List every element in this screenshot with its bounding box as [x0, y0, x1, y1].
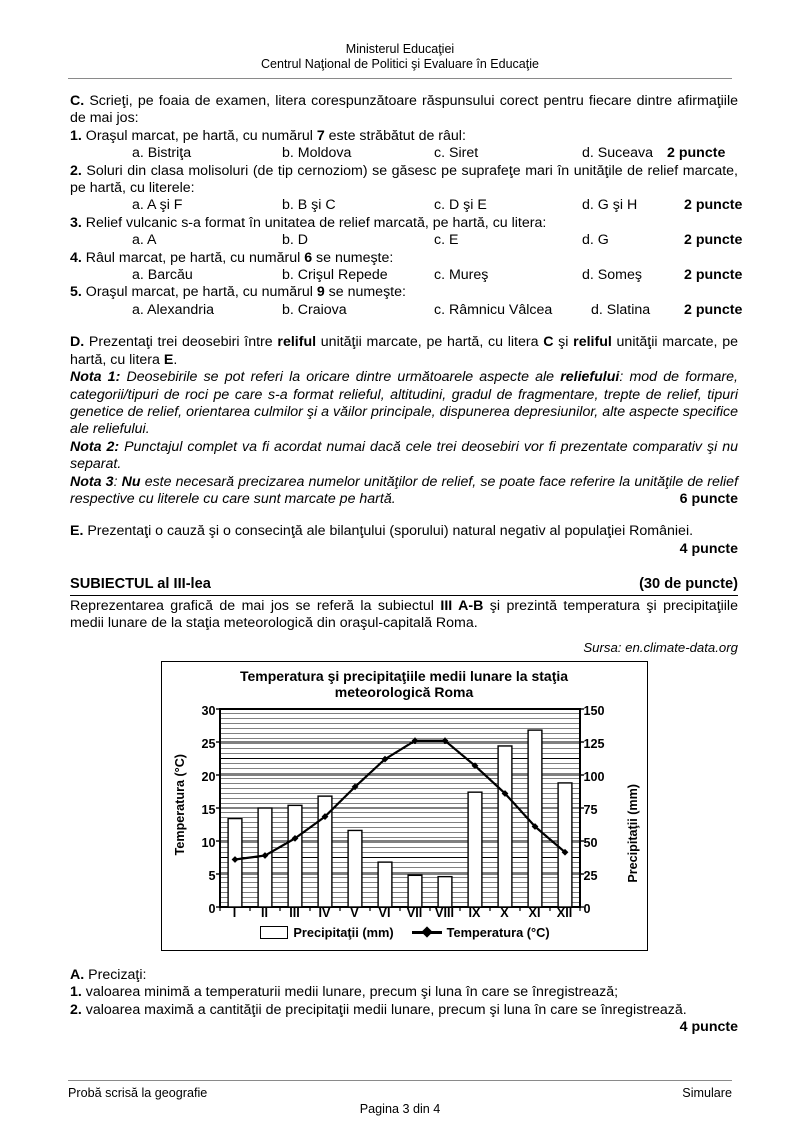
question-3-points: 2 puncte — [684, 232, 743, 249]
section-a-item-1 — [70, 984, 738, 1001]
chart-plot-area — [162, 662, 649, 952]
section-a-item-2-number: 2. — [70, 1001, 82, 1018]
legend-label-precipitation: Precipitaţii (mm) — [293, 924, 394, 940]
question-2-option-c[interactable]: c. D şi E — [434, 197, 487, 214]
chart-x-label-XI: XI — [528, 905, 541, 920]
footer-left: Probă scrisă la geografie — [68, 1086, 208, 1100]
nota-3-text-a: : — [113, 473, 122, 490]
section-a-points-row — [70, 1019, 738, 1036]
section-a-label-text: Precizaţi: — [84, 966, 147, 983]
question-5-option-a[interactable]: a. Alexandria — [132, 301, 215, 318]
question-1-text-b: este străbătut de râul: — [324, 127, 466, 144]
chart-x-label-VII: VII — [406, 905, 423, 920]
question-2-text-a: Soluri din clasa molisoluri (de tip cernoziom) se găsesc pe suprafeţe mari în unităţile de relief marcate, pe hartă, cu literele: — [70, 162, 738, 197]
question-1-points: 2 puncte — [667, 145, 726, 162]
section-a-label: A. — [70, 966, 85, 983]
question-1-highlight: 7 — [316, 127, 325, 144]
section-d-nota-3 — [70, 474, 738, 509]
question-5-number: 5. — [70, 284, 82, 301]
question-1-number: 1. — [70, 127, 82, 144]
question-3-options — [70, 232, 743, 249]
question-5-points: 2 puncte — [684, 301, 743, 318]
section-d-points: 6 puncte — [679, 490, 738, 507]
section-c-intro — [70, 93, 738, 128]
section-d-bold-3: reliful — [573, 334, 612, 351]
footer-right: Simulare — [682, 1086, 732, 1100]
subject-3-intro-b: şi prezintă temperatura şi precipitaţiile medii lunare de la staţia meteorologică din oraşul-capitală Roma. — [70, 597, 738, 631]
section-d-statement — [70, 334, 738, 369]
line-marker-icon — [412, 926, 442, 938]
question-4-stem — [70, 250, 738, 267]
chart-x-label-IV: IV — [318, 905, 331, 920]
section-d-label: D. — [70, 334, 85, 351]
ytick-right-75: 75 — [583, 802, 598, 817]
question-2-option-d[interactable]: d. G şi H — [582, 197, 638, 214]
ytick-left-10: 10 — [201, 835, 216, 850]
climate-chart — [161, 661, 648, 951]
question-4-number: 4. — [70, 249, 82, 266]
header-ministry: Ministerul Educaţiei — [345, 42, 455, 56]
chart-y-axis-right-label: Precipitaţii (mm) — [626, 783, 641, 883]
nota-3-text-b: este necesară precizarea numelor unităţilor de relief, se poate face referire la unităţile de relief respective cu literele cu care sunt marcate pe hartă. — [70, 473, 739, 507]
nota-1-bold: reliefului — [560, 369, 620, 386]
chart-legend — [162, 924, 649, 941]
ytick-left-5: 5 — [208, 868, 216, 883]
section-a-item-2-text: valoarea maximă a cantităţii de precipitaţii medii lunare, precum şi luna în care se înregistrează. — [81, 1001, 687, 1018]
chart-x-label-I: I — [232, 905, 237, 920]
question-3-stem — [70, 215, 738, 232]
section-e-statement — [70, 523, 738, 540]
ytick-right-150: 150 — [583, 703, 605, 718]
ytick-right-0: 0 — [583, 901, 591, 916]
chart-x-label-V: V — [350, 905, 359, 920]
nota-1-label: Nota 1: — [70, 369, 121, 386]
ytick-right-100: 100 — [583, 769, 605, 784]
section-e-text: Prezentaţi o cauză şi o consecinţă ale bilanţului (sporului) natural negativ al populaţiei României. — [83, 523, 694, 540]
question-3-option-b[interactable]: b. D — [282, 232, 309, 249]
footer-row — [0, 1086, 800, 1100]
ytick-left-0: 0 — [208, 901, 216, 916]
question-2-options — [70, 197, 743, 214]
section-d-text-2: unităţii marcate, pe hartă, cu litera — [316, 334, 544, 351]
question-1-option-c[interactable]: c. Siret — [434, 145, 479, 162]
section-c-intro-text: Scrieţi, pe foaia de examen, litera corespunzătoare răspunsului corect pentru fiecare dintre afirmaţiile de mai jos: — [70, 93, 738, 127]
nota-3-bold: Nu — [121, 473, 141, 490]
nota-1-text-a: Deosebirile se pot referi la oricare dintre următoarele aspecte ale — [120, 369, 561, 386]
ytick-left-15: 15 — [201, 802, 216, 817]
ytick-right-125: 125 — [583, 736, 605, 751]
question-4-option-b[interactable]: b. Crişul Repede — [282, 267, 388, 284]
footer-page-number: Pagina 3 din 4 — [359, 1102, 441, 1116]
question-5-text-a: Oraşul marcat, pe hartă, cu numărul — [81, 284, 317, 301]
footer-divider — [68, 1080, 732, 1081]
question-5-option-c[interactable]: c. Râmnicu Vâlcea — [434, 301, 553, 318]
question-5-option-b[interactable]: b. Craiova — [282, 301, 347, 318]
section-d-text-5: . — [173, 351, 178, 368]
subject-3-intro-bold: III A-B — [440, 597, 484, 614]
chart-y-axis-left-label: Temperatura (°C) — [172, 753, 187, 856]
legend-label-temperature: Temperatura (°C) — [446, 924, 550, 940]
chart-x-label-IX: IX — [468, 905, 481, 920]
header-center: Centrul Naţional de Politici şi Evaluare în Educaţie — [261, 57, 539, 71]
subject-3-points: (30 de puncte) — [639, 576, 738, 593]
subject-3-intro-a: Reprezentarea grafică de mai jos se referă la subiectul — [70, 597, 441, 614]
subject-3-title-rest: al III-lea — [153, 576, 211, 593]
section-a-points: 4 puncte — [679, 1019, 738, 1035]
question-1-option-b[interactable]: b. Moldova — [282, 145, 352, 162]
question-3-number: 3. — [70, 214, 82, 231]
document-content — [0, 93, 800, 1036]
question-2-option-a[interactable]: a. A şi F — [132, 197, 183, 214]
ytick-right-25: 25 — [583, 868, 598, 883]
chart-title: Temperatura şi precipitaţiile medii lunare la staţia meteorologică Roma — [239, 667, 569, 701]
question-2-number: 2. — [70, 162, 82, 179]
section-d-text-1: Prezentaţi trei deosebiri între — [84, 334, 278, 351]
chart-x-label-VI: VI — [378, 905, 391, 920]
question-1-option-d[interactable]: d. Suceava — [582, 145, 653, 162]
question-3-option-d[interactable]: d. G — [582, 232, 609, 249]
chart-x-label-II: II — [261, 905, 268, 920]
question-1-text-a: Oraşul marcat, pe hartă, cu numărul — [81, 127, 317, 144]
question-4-options — [70, 267, 743, 284]
header-divider — [68, 78, 732, 79]
section-e-points-row — [70, 541, 738, 558]
question-5-option-d[interactable]: d. Slatina — [591, 301, 651, 318]
nota-3-label: Nota 3 — [70, 473, 114, 490]
question-1-option-a[interactable]: a. Bistriţa — [132, 145, 192, 162]
subject-3-intro — [70, 598, 738, 633]
section-d-nota-1 — [70, 369, 738, 439]
question-5-stem — [70, 284, 738, 301]
question-4-text-a: Râul marcat, pe hartă, cu numărul — [81, 249, 305, 266]
question-2-points: 2 puncte — [684, 197, 743, 214]
document-footer — [0, 1080, 800, 1116]
subject-3-heading — [70, 576, 738, 595]
section-d-nota-2 — [70, 439, 738, 474]
question-4-option-d[interactable]: d. Someş — [582, 267, 642, 284]
ytick-left-30: 30 — [201, 703, 216, 718]
nota-2-label: Nota 2: — [70, 438, 120, 455]
question-4-text-b: se numeşte: — [312, 249, 394, 266]
section-d-bold-1: reliful — [277, 334, 317, 351]
chart-source: Sursa: en.climate-data.org — [583, 640, 738, 656]
ytick-left-25: 25 — [201, 736, 216, 751]
question-3-option-a[interactable]: a. A — [132, 232, 157, 249]
legend-item-temperature — [412, 924, 550, 941]
section-e-points: 4 puncte — [679, 540, 738, 557]
question-5-highlight: 9 — [316, 284, 325, 301]
question-1-stem — [70, 128, 738, 145]
question-2-option-b[interactable]: b. B şi C — [282, 197, 336, 214]
ytick-left-20: 20 — [201, 769, 216, 784]
bar-swatch-icon — [260, 926, 288, 939]
question-4-option-c[interactable]: c. Mureş — [434, 267, 489, 284]
question-4-points: 2 puncte — [684, 267, 743, 284]
nota-1-text-b: : mod de formare, categorii/tipuri de roci pe care s-a format relieful, altitudini, gradul de fragmentare, trepte de relief, tipuri genetice de relief, orientarea culmilor şi a văilor principale, dispunerea depresiunilor, alte aspecte specifice ale reliefului. — [70, 369, 738, 438]
chart-x-label-XII: XII — [556, 905, 573, 920]
section-d-text-3: şi — [553, 334, 574, 351]
section-a-item-1-number: 1. — [70, 984, 82, 1001]
section-a-label-row — [70, 967, 738, 984]
subject-3-title-wrap — [70, 576, 211, 593]
question-4-option-a[interactable]: a. Barcău — [132, 267, 193, 284]
section-e-label: E. — [70, 523, 84, 540]
ytick-right-50: 50 — [583, 835, 598, 850]
question-4-highlight: 6 — [304, 249, 313, 266]
question-3-option-c[interactable]: c. E — [434, 232, 459, 249]
question-2-stem — [70, 163, 738, 198]
subject-3-title: SUBIECTUL — [70, 576, 154, 593]
section-a-item-2 — [70, 1002, 738, 1019]
section-d-bold-2: C — [543, 334, 554, 351]
question-3-text-a: Relief vulcanic s-a format în unitatea de relief marcată, pe hartă, cu litera: — [81, 214, 547, 231]
question-5-options — [70, 301, 743, 319]
section-a-item-1-text: valoarea minimă a temperaturii medii lunare, precum şi luna în care se înregistrează; — [81, 984, 619, 1001]
chart-x-label-III: III — [289, 905, 300, 920]
question-1-options — [70, 145, 738, 162]
chart-x-label-X: X — [500, 905, 509, 920]
chart-x-label-VIII: VIII — [435, 905, 454, 920]
section-d-bold-4: E — [163, 351, 174, 368]
legend-item-precipitation — [260, 924, 393, 941]
nota-2-text: Punctajul complet va fi acordat numai dacă cele trei deosebiri vor fi prezentate comparativ şi nu separat. — [70, 438, 738, 473]
section-c-label: C. — [70, 93, 85, 109]
document-header — [0, 0, 800, 72]
section-d-text-4: unităţii marcate, pe hartă, cu litera — [70, 334, 738, 368]
question-5-text-b: se numeşte: — [324, 284, 406, 301]
